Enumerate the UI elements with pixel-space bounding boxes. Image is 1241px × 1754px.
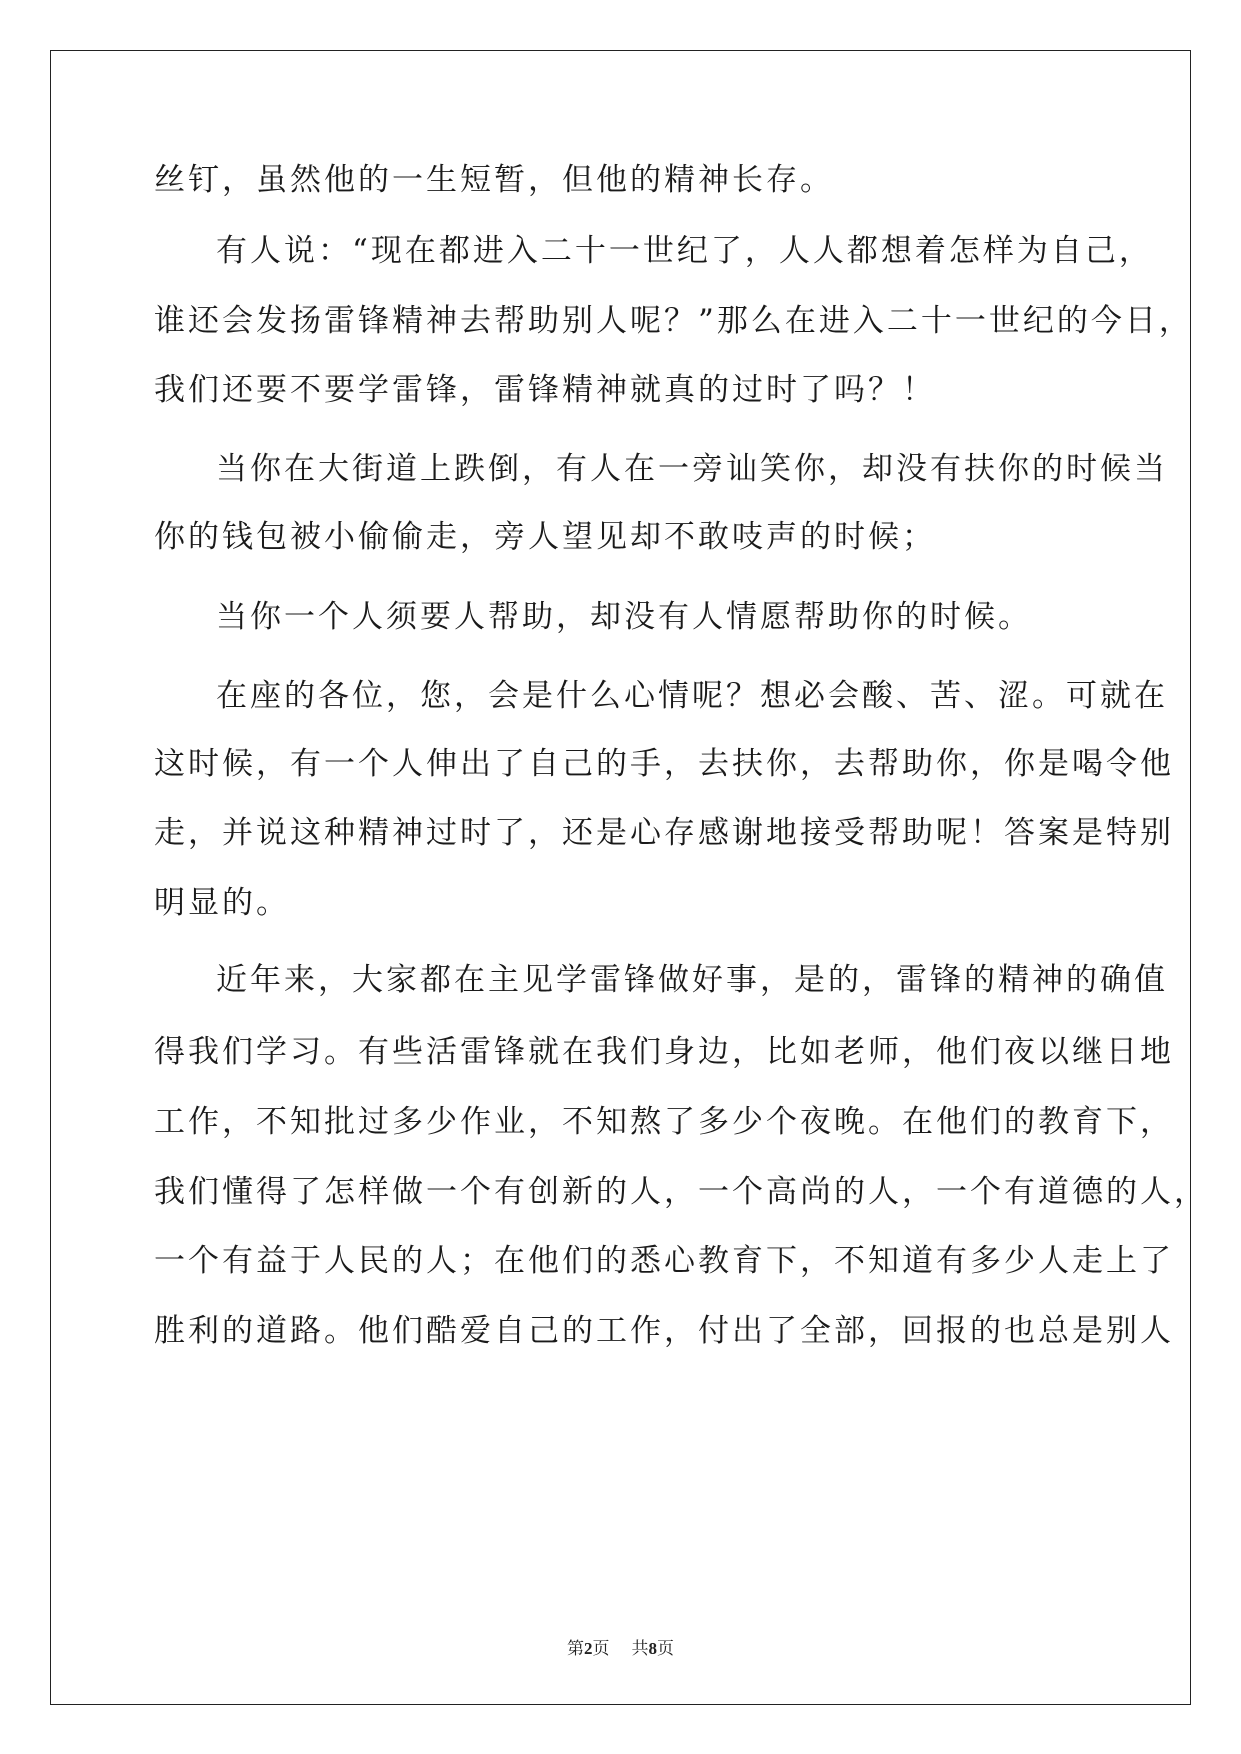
text-line: 有人说：“现在都进入二十一世纪了，人人都想着怎样为自己， bbox=[216, 233, 1153, 269]
text-line: 你的钱包被小偷偷走，旁人望见却不敢吱声的时候； bbox=[154, 519, 936, 555]
page-footer bbox=[0, 1634, 1241, 1659]
text-line: 丝钉，虽然他的一生短暂，但他的精神长存。 bbox=[154, 162, 834, 198]
text-line: 在座的各位，您，会是什么心情呢？想必会酸、苦、涩。可就在 bbox=[216, 678, 1168, 714]
page-number-prefix: 第 bbox=[567, 1639, 584, 1658]
text-line: 得我们学习。有些活雷锋就在我们身边，比如老师，他们夜以继日地 bbox=[154, 1034, 1174, 1070]
text-line: 当你一个人须要人帮助，却没有人情愿帮助你的时候。 bbox=[216, 599, 1032, 635]
text-line: 工作，不知批过多少作业，不知熬了多少个夜晚。在他们的教育下， bbox=[154, 1104, 1174, 1140]
text-line: 我们还要不要学雷锋，雷锋精神就真的过时了吗？！ bbox=[154, 372, 936, 408]
text-line: 近年来，大家都在主见学雷锋做好事，是的，雷锋的精神的确值 bbox=[216, 962, 1168, 998]
text-line: 当你在大街道上跌倒，有人在一旁讪笑你，却没有扶你的时候当 bbox=[216, 451, 1168, 487]
page-number-current: 2 bbox=[584, 1639, 593, 1658]
page-number-suffix: 页 bbox=[592, 1639, 610, 1658]
text-line: 谁还会发扬雷锋精神去帮助别人呢？”那么在进入二十一世纪的今日， bbox=[154, 303, 1193, 339]
page-border bbox=[50, 50, 1191, 1705]
text-line: 这时候，有一个人伸出了自己的手，去扶你，去帮助你，你是喝令他 bbox=[154, 746, 1174, 782]
text-line: 我们懂得了怎样做一个有创新的人，一个高尚的人，一个有道德的人， bbox=[154, 1174, 1208, 1210]
page-total-prefix: 共 bbox=[631, 1639, 649, 1658]
text-line: 一个有益于人民的人；在他们的悉心教育下，不知道有多少人走上了 bbox=[154, 1243, 1174, 1279]
page-total: 8 bbox=[648, 1639, 657, 1658]
text-line: 走，并说这种精神过时了，还是心存感谢地接受帮助呢！答案是特别 bbox=[154, 815, 1174, 851]
text-line: 明显的。 bbox=[154, 885, 290, 921]
text-line: 胜利的道路。他们酷爱自己的工作，付出了全部，回报的也总是别人 bbox=[154, 1313, 1174, 1349]
page-total-suffix: 页 bbox=[657, 1639, 674, 1658]
